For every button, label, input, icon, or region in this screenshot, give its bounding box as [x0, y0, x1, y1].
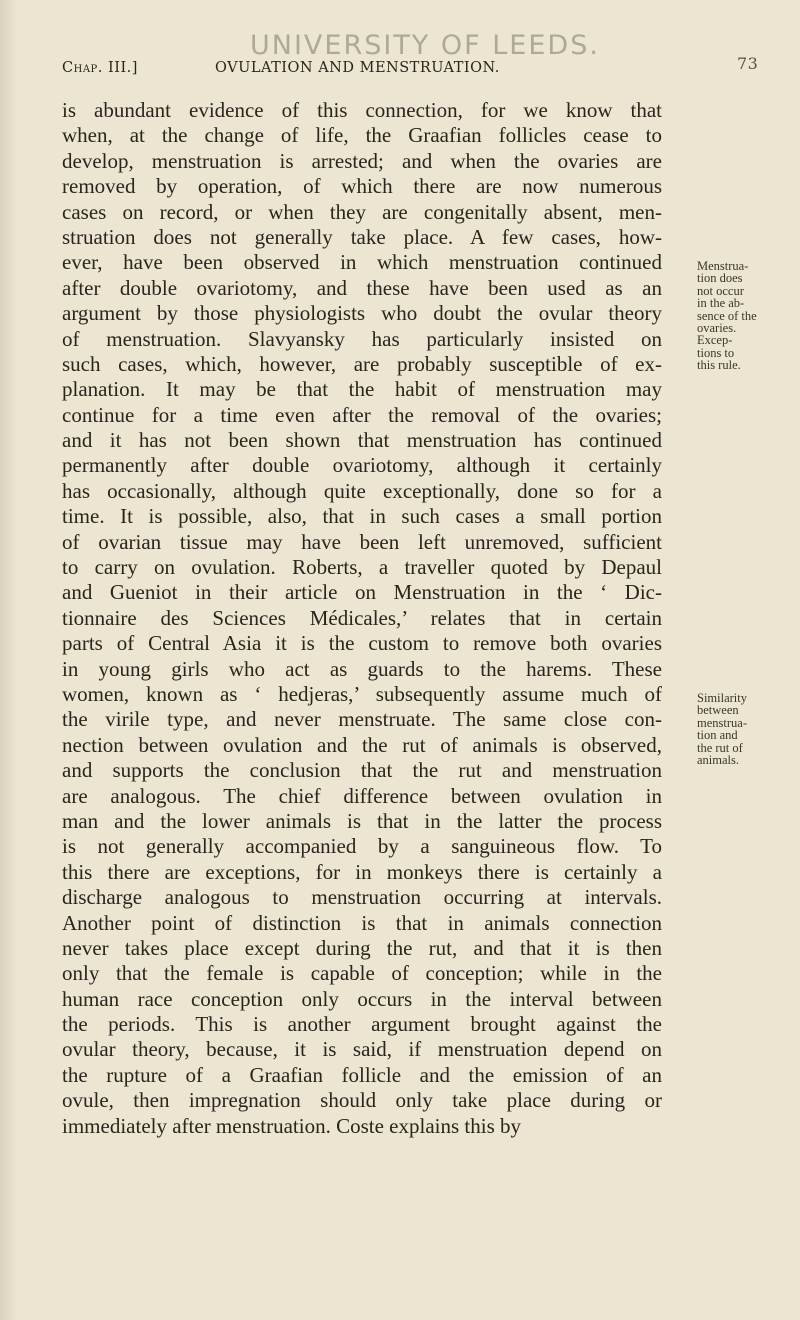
margin-note-line: tion does: [697, 271, 743, 286]
text-line: discharge analogous to menstruation occurring at intervals.: [62, 885, 662, 910]
text-line: is not generally accompanied by a sanguineous flow. To: [62, 834, 662, 859]
page-number: 73: [737, 54, 759, 73]
margin-note-exceptions: [697, 260, 797, 372]
running-title: OVULATION AND MENSTRUATION.: [215, 60, 500, 76]
text-line: nection between ovulation and the rut of animals is observed,: [62, 732, 662, 757]
text-line: in young girls who act as guards to the harems. These: [62, 656, 662, 681]
text-line: tionnaire des Sciences Médicales,’ relates that in certain: [62, 605, 662, 630]
page-edge-shadow: [0, 0, 18, 1320]
text-line: to carry on ovulation. Roberts, a traveller quoted by Depaul: [62, 555, 662, 580]
text-line: has occasionally, although quite exceptionally, done so for a: [62, 478, 662, 503]
text-line: immediately after menstruation. Coste explains this by: [62, 1113, 521, 1138]
margin-note-line: the rut of: [697, 740, 743, 755]
margin-note-line: Similarity: [697, 691, 747, 705]
margin-note-similarity: [697, 692, 797, 766]
text-line: man and the lower animals is that in the latter the process: [62, 808, 662, 833]
text-line: the periods. This is another argument brought against the: [62, 1012, 662, 1037]
margin-note-line: ovaries.: [697, 321, 737, 336]
running-header: [62, 54, 759, 84]
margin-note-line: sence of the: [697, 308, 757, 323]
text-line: the rupture of a Graafian follicle and the emission of an: [62, 1062, 662, 1087]
text-line: planation. It may be that the habit of menstruation may: [62, 377, 662, 402]
library-stamp: UNIVERSITY OF LEEDS.: [250, 30, 600, 61]
text-line: such cases, which, however, are probably susceptible of ex-: [62, 351, 662, 376]
margin-note-line: this rule.: [697, 358, 741, 373]
text-line: and Gueniot in their article on Menstruation in the ‘ Dic-: [62, 580, 662, 605]
text-line: after double ovariotomy, and these have been used as an: [62, 275, 662, 300]
text-line: time. It is possible, also, that in such cases a small portion: [62, 504, 662, 529]
text-line: human race conception only occurs in the interval between: [62, 986, 662, 1011]
text-line: argument by those physiologists who doubt the ovular theory: [62, 301, 662, 326]
text-line: is abundant evidence of this connection, for we know that: [62, 98, 662, 122]
text-line: permanently after double ovariotomy, although it certainly: [62, 453, 662, 478]
margin-note-line: animals.: [697, 753, 740, 768]
margin-note-line: Excep-: [697, 333, 733, 348]
text-line: ovular theory, because, it is said, if menstruation depend on: [62, 1037, 662, 1062]
text-line: when, at the change of life, the Graafian follicles cease to: [62, 123, 662, 148]
text-line: ever, have been observed in which menstruation continued: [62, 250, 662, 275]
text-line: and it has not been shown that menstruation has continued: [62, 428, 662, 453]
margin-note-line: menstrua-: [697, 715, 747, 730]
text-line: only that the female is capable of conception; while in the: [62, 961, 662, 986]
text-line: continue for a time even after the removal of the ovaries;: [62, 402, 662, 427]
text-line: and supports the conclusion that the rut and menstruation: [62, 758, 662, 783]
text-line: are analogous. The chief difference between ovulation in: [62, 783, 662, 808]
chapter-label: Chap. III.]: [62, 60, 138, 76]
margin-note-line: not occur: [697, 283, 744, 298]
text-line: never takes place except during the rut, and that it is then: [62, 935, 662, 960]
text-line: develop, menstruation is arrested; and when the ovaries are: [62, 148, 662, 173]
main-text: [62, 98, 662, 1139]
text-line: cases on record, or when they are congenitally absent, men-: [62, 199, 662, 224]
text-line: of ovarian tissue may have been left unremoved, sufficient: [62, 529, 662, 554]
text-line: women, known as ‘ hedjeras,’ subsequently assume much of: [62, 681, 662, 706]
text-line: Another point of distinction is that in animals connection: [62, 910, 662, 935]
margin-note-line: in the ab-: [697, 296, 745, 311]
margin-note-line: between: [697, 703, 739, 718]
text-line: parts of Central Asia it is the custom to remove both ovaries: [62, 631, 662, 656]
text-line: struation does not generally take place. A few cases, how-: [62, 224, 662, 249]
text-line: removed by operation, of which there are now numerous: [62, 174, 662, 199]
text-line: the virile type, and never menstruate. The same close con-: [62, 707, 662, 732]
text-line: of menstruation. Slavyansky has particularly insisted on: [62, 326, 662, 351]
margin-note-line: Menstrua-: [697, 259, 749, 273]
text-line: ovule, then impregnation should only take place during or: [62, 1088, 662, 1113]
text-line: this there are exceptions, for in monkeys there is certainly a: [62, 859, 662, 884]
margin-note-line: tions to: [697, 345, 735, 360]
margin-note-line: tion and: [697, 728, 738, 743]
